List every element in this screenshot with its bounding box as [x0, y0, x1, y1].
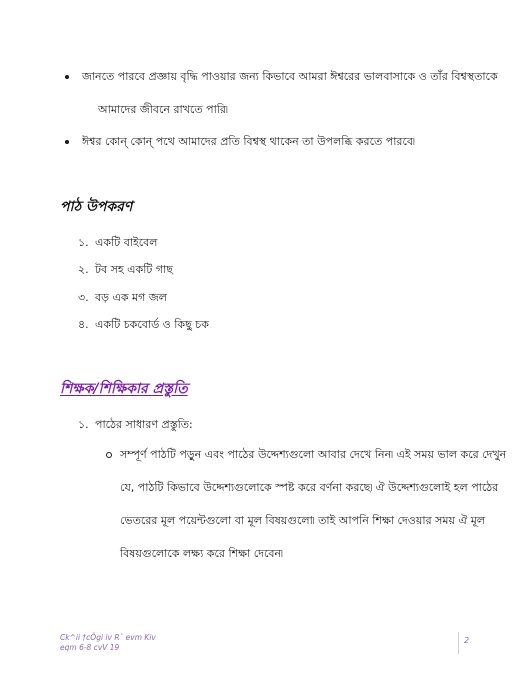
item-text: টব সহ একটি গাছ — [95, 263, 173, 276]
footer-line-1: Ck^ii †cÖgi iv R¨ evm Kiv — [60, 633, 156, 642]
item-text: পাঠের সাধারণ প্রস্তুতি: — [95, 418, 193, 431]
preparation-heading: শিক্ষক/শিক্ষিকার প্রস্তুতি — [60, 381, 188, 397]
material-item — [78, 236, 157, 250]
item-number: ৪. — [78, 318, 89, 331]
material-item — [78, 318, 209, 332]
objective-bullet-1 — [82, 70, 498, 84]
item-number: ২. — [78, 263, 89, 276]
paragraph-line: যে, পাঠটি কিভাবে উদ্দেশ্যগুলোকে স্পষ্ট করে বর্ণনা করছে৷ ঐ উদ্দেশ্যগুলোই হল পাঠের — [120, 481, 499, 494]
materials-heading: পাঠ উপকরণ — [60, 199, 133, 215]
footer-line-2: eqm 6-8 cvV 19 — [60, 643, 120, 652]
objective-text: জানতে পারবে প্রজ্ঞায় বৃদ্ধি পাওয়ার জন্য কিভাবে আমরা ঈশ্বরের ভালবাসাকে ও তাঁর বিশ্বস্থতাকে — [82, 70, 498, 83]
paragraph-line: ভেতরের মূল পয়েন্টগুলো বা মূল বিষয়গুলো৷ তাই আপনি শিক্ষা দেওয়ার সময় ঐ মূল — [120, 514, 486, 527]
footer-text — [60, 633, 156, 653]
material-item — [78, 291, 167, 305]
item-text: বড় এক মগ জল — [95, 291, 167, 304]
item-number: ৩. — [78, 291, 89, 304]
preparation-item — [78, 418, 193, 432]
item-text: একটি বাইবেল — [95, 236, 158, 249]
bullet-dot-icon — [65, 140, 69, 144]
item-number: ১. — [78, 418, 89, 431]
preparation-sub-bullet — [120, 448, 506, 462]
objective-bullet-2 — [82, 135, 415, 149]
footer-divider — [458, 632, 459, 654]
objective-continuation: আমাদের জীবনে রাখতে পারি৷ — [98, 103, 228, 116]
paragraph-line: সম্পূর্ণ পাঠটি পড়ুন এবং পাঠের উদ্দেশ্যগুলো আবার দেখে নিন৷ এই সময় ভাল করে দেখুন — [120, 448, 507, 461]
paragraph-line: বিষয়গুলোকে লক্ষ্য করে শিক্ষা দেবেন৷ — [120, 547, 283, 560]
circle-bullet-icon — [106, 452, 112, 458]
material-item — [78, 263, 173, 277]
page-number: 2 — [464, 636, 470, 645]
item-text: একটি চকবোর্ড ও কিছু চক — [95, 318, 209, 331]
item-number: ১. — [78, 236, 89, 249]
bullet-dot-icon — [65, 75, 69, 79]
objective-text: ঈশ্বর কোন্‌ কোন্‌ পথে আমাদের প্রতি বিশ্বস্থ থাকেন তা উপলব্ধি করতে পারবে৷ — [82, 135, 415, 148]
